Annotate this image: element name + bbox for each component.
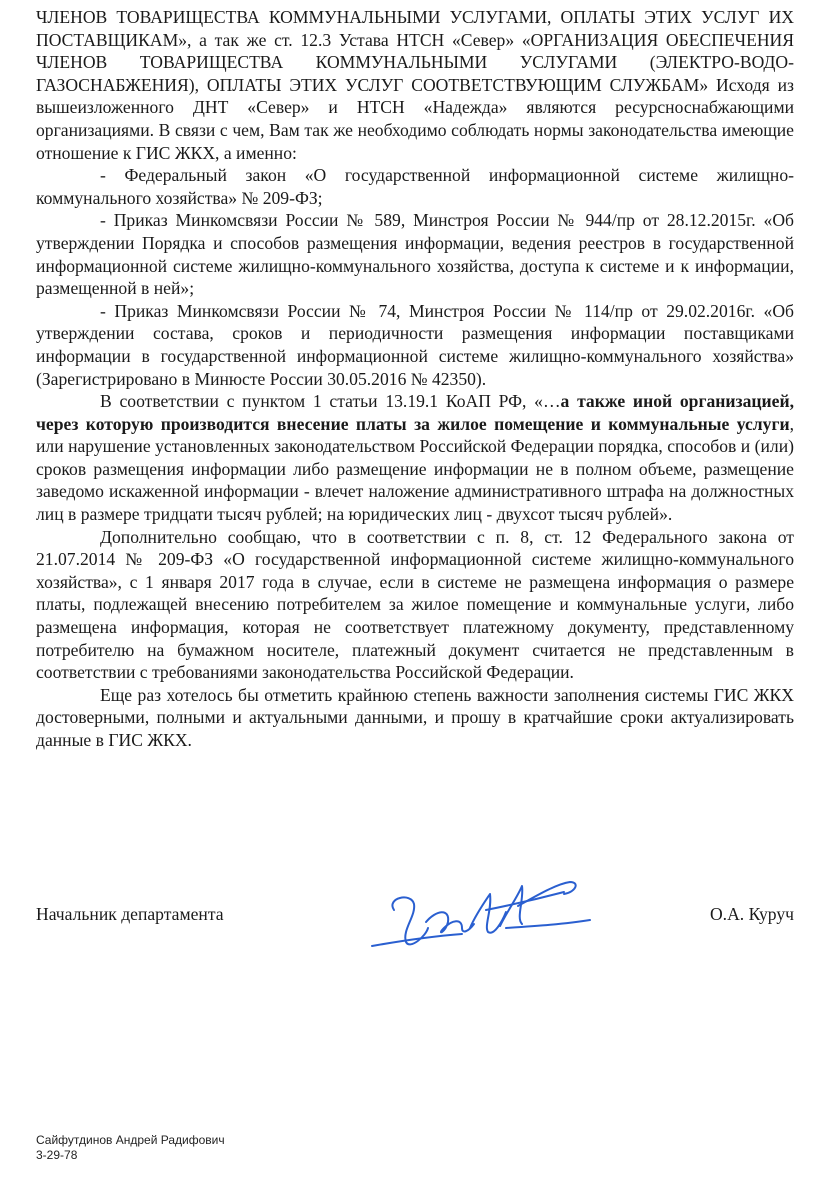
koap-text-start: В соответствии с пунктом 1 статьи 13.19.1 КоАП РФ, «… [100,391,561,412]
paragraph-additional: Дополнительно сообщаю, что в соответствии с п. 8, ст. 12 Федерального закона от 21.07.2014 № 209-ФЗ «О государственной информационной системе жилищно-коммунального хозяйства», с 1 января 2017 года в случае, если в системе не размещена информация о размере платы, подлежащей внесению потребителем за жилое помещение и коммунальные услуги, либо размещена информация, которая не соответствует платежному документу, представленному потребителю на бумажном носителе, платежный документ считается не представленным в соответствии с требованиями законодательства Российской Федерации. [36,526,794,683]
list-item-federal-law: - Федеральный закон «О государственной информационной системе жилищно-коммунального хозяйства» № 209-ФЗ; [36,165,794,208]
handwritten-signature [366,870,602,960]
signature-block [36,870,794,970]
letter-body [36,6,794,752]
paragraph-koap [36,390,794,526]
executor-name: Сайфутдинов Андрей Радифович [36,1133,225,1147]
list-item-order-589: - Приказ Минкомсвязи России № 589, Минстроя России № 944/пр от 28.12.2015г. «Об утверждении Порядка и способов размещения информации, ведения реестров в государственной информационной системе жилищно-коммунального хозяйства, доступа к системе и к информации, размещенной в ней»; [36,210,794,299]
list-item-order-74: - Приказ Минкомсвязи России № 74, Минстроя России № 114/пр от 29.02.2016г. «Об утверждении состава, сроков и периодичности размещения информации поставщиками информации в государственной информационной системе жилищно-коммунального хозяйства» (Зарегистрировано в Минюсте России 30.05.2016 № 42350). [36,300,794,389]
executor-phone: 3-29-78 [36,1148,78,1162]
signatory-name: О.А. Куруч [709,904,794,924]
koap-text-end: , или нарушение установленных законодательством Российской Федерации порядка, способов и (или) сроков размещения информации либо размещение информации не в полном объеме, размещение заведомо искаженной информации - влечет наложение административного штрафа на должностных лиц в размере тридцати тысяч рублей; на юридических лиц - двухсот тысяч рублей». [36,413,794,525]
executor-footer [36,1133,225,1163]
paragraph-intro: ЧЛЕНОВ ТОВАРИЩЕСТВА КОММУНАЛЬНЫМИ УСЛУГАМИ, ОПЛАТЫ ЭТИХ УСЛУГ ИХ ПОСТАВЩИКАМ», а так же ст. 12.3 Устава НТСН «Север» «ОРГАНИЗАЦИЯ ОБЕСПЕЧЕНИЯ ЧЛЕНОВ ТОВАРИЩЕСТВА КОММУНАЛЬНЫМИ УСЛУГАМИ (ЭЛЕКТРО-ВОДО-ГАЗОСНАБЖЕНИЯ), ОПЛАТЫ ЭТИХ УСЛУГ СООТВЕТСТВУЮЩИМ СЛУЖБАМ» Исходя из вышеизложенного ДНТ «Север» и НТСН «Надежда» являются ресурсноснабжающими организациями. В связи с чем, Вам так же необходимо соблюдать нормы законодательства имеющие отношение к ГИС ЖКХ, а именно: [36,7,794,163]
koap-bold-text: а также иной организацией, через которую производится внесение платы за жилое помещение и коммунальные услуги [36,391,794,434]
paragraph-closing: Еще раз хотелось бы отметить крайнюю степень важности заполнения системы ГИС ЖКХ достоверными, полными и актуальными данными, и прошу в кратчайшие сроки актуализировать данные в ГИС ЖКХ. [36,684,794,750]
signatory-title: Начальник департамента [36,904,224,924]
